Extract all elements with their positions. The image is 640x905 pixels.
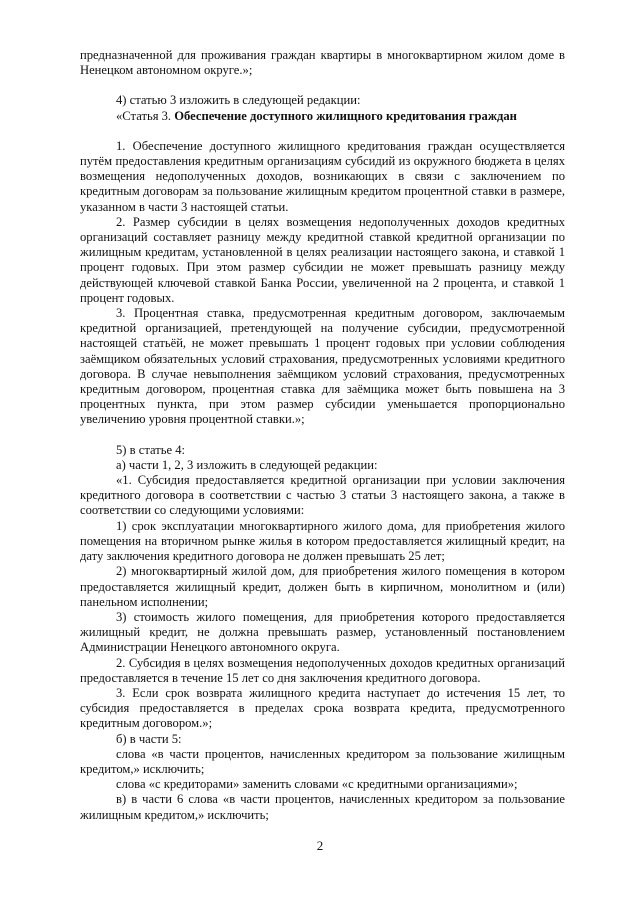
item-5b-clause-2: слова «с кредиторами» заменить словами «с кредитными организациями»; <box>116 777 518 792</box>
article-3-prefix: «Статья 3. <box>116 108 175 123</box>
article-4-condition-1: 1) срок эксплуатации многоквартирного жилого дома, для приобретения жилого помещения на вторичном рынке жилья в котором предоставляется жилищный кредит, на дату заключения кредитного договора не должен превышать 25 лет; <box>80 518 565 564</box>
item-5: 5) в статье 4: <box>116 442 186 457</box>
article-4-condition-2: 2) многоквартирный жилой дом, для приобретения жилого помещения в котором предоставляется жилищный кредит, должен быть в кирпичном, монолитном и (или) панельном исполнении; <box>80 564 565 609</box>
article-3-part-2: 2. Размер субсидии в целях возмещения недополученных доходов кредитных организаций составляет разницу между кредитной ставкой кредитной организации по жилищным кредитам, установленной в целях реализации настоящего закона, и ставкой 1 процент годовых. При этом размер субсидии не может превышать разницу между действующей ключевой ставкой Банка России, увеличенной на 2 процента, и ставкой 1 процент годовых. <box>80 214 565 305</box>
article-3-part-3: 3. Процентная ставка, предусмотренная кредитным договором, заключаемым кредитной организацией, претендующей на получение субсидии, предусмотренной настоящей статьёй, не может превышать 1 процент годовых при условии соблюдения заёмщиком обязательных условий страхования, предусмотренных условиями кредитного договора. В случае невыполнения заёмщиком условий страхования, предусмотренных кредитным договором, процентная ставка для заёмщика может быть повышена на 3 процентных пункта, при этом размер субсидии уменьшается пропорционально увеличению уровня процентной ставки.»; <box>80 306 565 427</box>
item-5a: а) части 1, 2, 3 изложить в следующей редакции: <box>116 457 378 472</box>
intro-paragraph: предназначенной для проживания граждан квартиры в многоквартирном жилом доме в Ненецком автономном округе.»; <box>80 48 565 78</box>
document-page <box>80 48 565 823</box>
item-4: 4) статью 3 изложить в следующей редакции: <box>116 93 361 108</box>
article-3-title: Обеспечение доступного жилищного кредитования граждан <box>174 108 517 123</box>
spacer <box>80 78 565 93</box>
item-5v: в) в части 6 слова «в части процентов, начисленных кредитором за пользование жилищным кредитом,» исключить; <box>80 792 565 822</box>
article-4-part-3: 3. Если срок возврата жилищного кредита наступает до истечения 15 лет, то субсидия предоставляется в пределах срока возврата кредита, предусмотренного кредитным договором.»; <box>80 685 565 731</box>
article-4-part-2: 2. Субсидия в целях возмещения недополученных доходов кредитных организаций предоставляется в течение 15 лет со дня заключения кредитного договора. <box>80 655 565 685</box>
item-5b: б) в части 5: <box>116 731 182 746</box>
article-3-part-1: 1. Обеспечение доступного жилищного кредитования граждан осуществляется путём предоставления кредитным организациям субсидий из окружного бюджета в целях возмещения недополученных доходов, возникающих в связи с заключением по кредитным договорам за пользование жилищным кредитом процентной ставки в размере, указанном в части 3 настоящей статьи. <box>80 138 565 214</box>
page-number: 2 <box>316 838 324 853</box>
spacer <box>80 428 565 443</box>
item-5b-clause-1: слова «в части процентов, начисленных кредитором за пользование жилищным кредитом,» исключить; <box>80 746 565 776</box>
article-4-part-1: «1. Субсидия предоставляется кредитной организации при условии заключения кредитного договора в соответствии с частью 3 статьи 3 настоящего закона, а также в соответствии со следующими условиями: <box>80 473 565 518</box>
article-4-condition-3: 3) стоимость жилого помещения, для приобретения которого предоставляется жилищный кредит, не должна превышать размер, установленный постановлением Администрации Ненецкого автономного округа. <box>80 609 565 655</box>
spacer <box>80 124 565 139</box>
article-3-heading <box>80 109 565 124</box>
